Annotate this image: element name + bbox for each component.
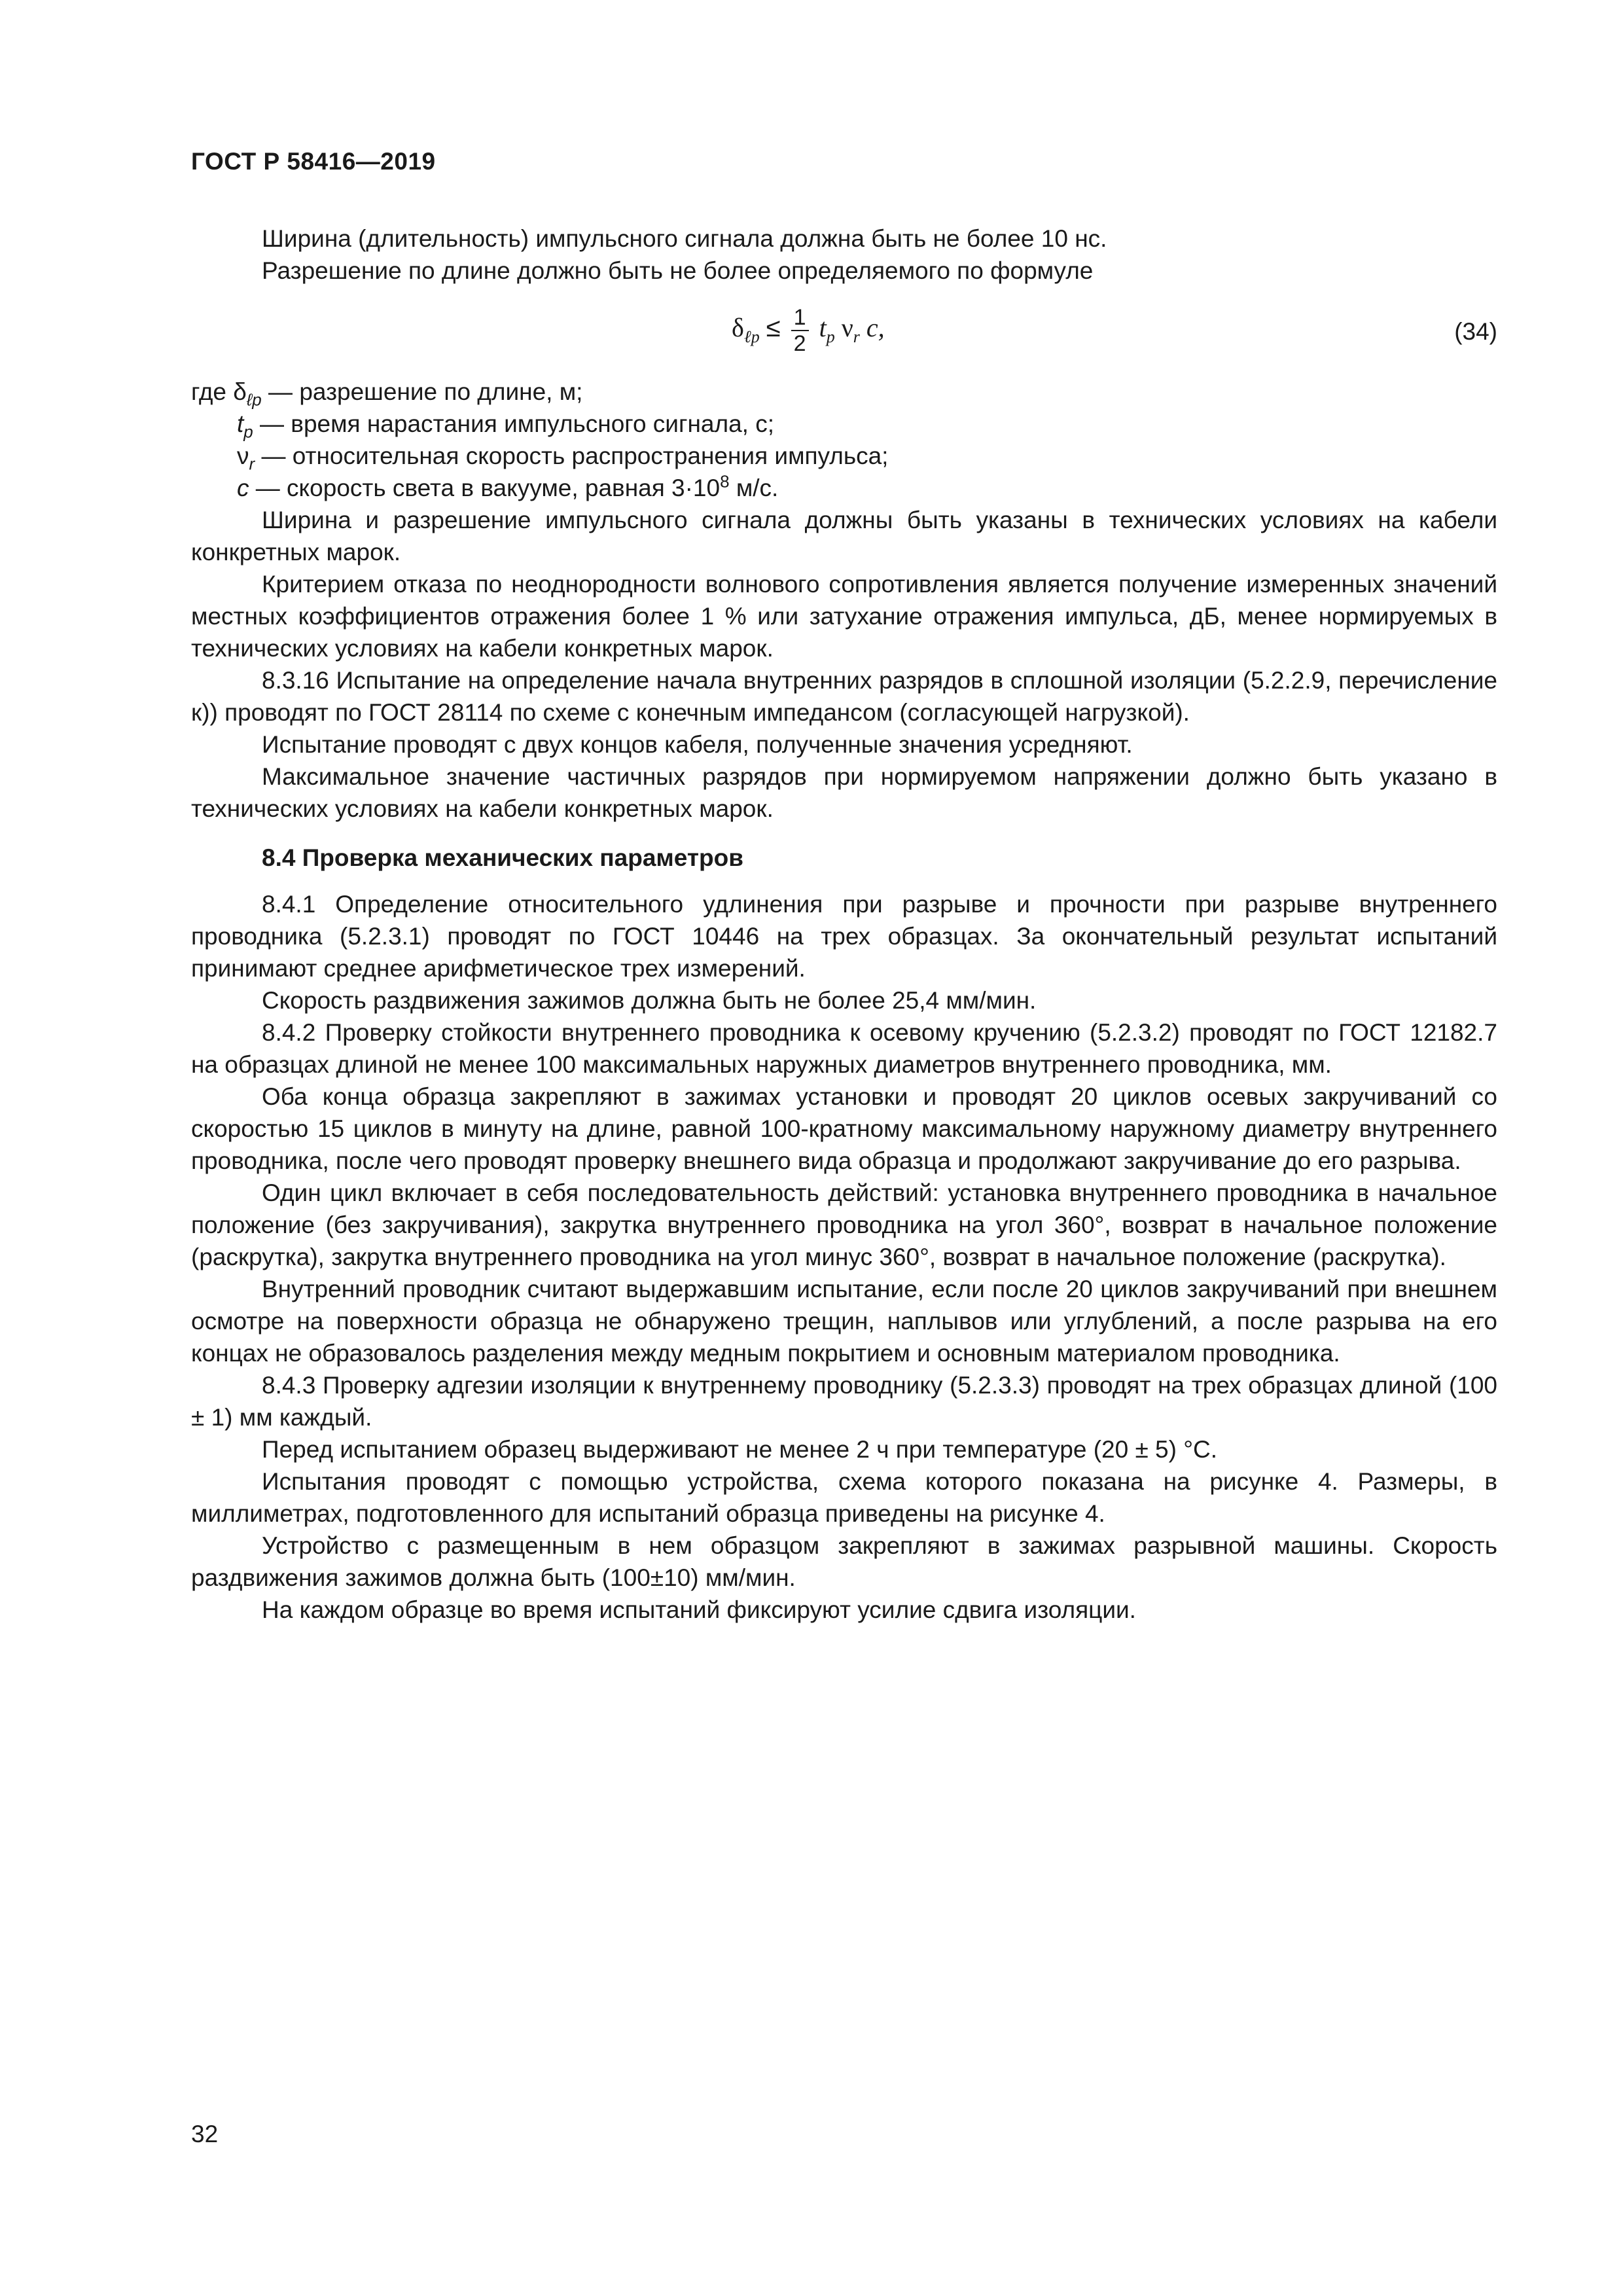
formula-v: ν: [841, 313, 853, 343]
page-body: [191, 223, 1497, 1626]
formula-t: t: [819, 313, 827, 343]
formula-block: [191, 289, 1497, 376]
paragraph: 8.4.1 Определение относительного удлинения при разрыве и прочности при разрыве внутреннего проводника (5.2.3.1) проводят по ГОСТ 10446 на трех образцах. За окончательный результат испытаний принимают среднее арифметическое трех измерений.: [191, 891, 1497, 982]
paragraph: Оба конца образца закрепляют в зажимах установки и проводят 20 циклов осевых закручиваний со скоростью 15 циклов в минуту на длине, равной 100-кратному максимальному наружному диаметру внутреннего проводника, после чего проводят проверку внешнего вида образца и продолжают закручивание до его разрыва.: [191, 1083, 1497, 1174]
paragraph: 8.3.16 Испытание на определение начала внутренних разрядов в сплошной изоляции (5.2.2.9, перечисление к)) проводят по ГОСТ 28114 по схеме с конечным импедансом (согласующей нагрузкой).: [191, 667, 1497, 726]
paragraph: Испытания проводят с помощью устройства, схема которого показана на рисунке 4. Размеры, в миллиметрах, подготовленного для испытаний образца приведены на рисунке 4.: [191, 1468, 1497, 1527]
definition-line: [191, 472, 1497, 504]
definition-text: — разрешение по длине, м;: [261, 378, 583, 405]
paragraph: Разрешение по длине должно быть не более определяемого по формуле: [262, 257, 1094, 284]
definition-symbol: ν: [237, 442, 249, 469]
definition-superscript: 8: [720, 471, 730, 492]
definition-line: [191, 376, 1497, 408]
definition-subscript: ℓp: [246, 389, 262, 410]
formula-t-sub: p: [826, 327, 835, 347]
definition-text: — время нарастания импульсного сигнала, с;: [253, 410, 774, 437]
formula-v-sub: r: [853, 327, 860, 347]
equation-number: (34): [1454, 318, 1497, 345]
paragraph: Один цикл включает в себя последовательность действий: установка внутреннего проводника в начальное положение (без закручивания), закрутка внутреннего проводника на угол 360°, возврат в начальное положение (раскрутка), закрутка внутреннего проводника на угол минус 360°, возврат в начальное положение (раскрутка).: [191, 1179, 1497, 1270]
formula-fraction: [791, 305, 809, 356]
paragraph: Ширина (длительность) импульсного сигнала должна быть не более 10 нс.: [262, 225, 1107, 252]
paragraph: Ширина и разрешение импульсного сигнала должны быть указаны в технических условиях на кабели конкретных марок.: [191, 507, 1497, 565]
document-header: ГОСТ Р 58416—2019: [191, 148, 436, 175]
paragraph: Максимальное значение частичных разрядов при нормируемом напряжении должно быть указано в технических условиях на кабели конкретных марок.: [191, 763, 1497, 822]
paragraph: Критерием отказа по неоднородности волнового сопротивления является получение измеренных значений местных коэффициентов отражения более 1 % или затухание отражения импульса, дБ, менее нормируемых в технических условиях на кабели конкретных марок.: [191, 571, 1497, 662]
definition-subscript: p: [243, 422, 253, 442]
definition-line: [191, 440, 1497, 472]
formula-lhs: δ: [732, 313, 744, 343]
definition-symbol: c: [237, 475, 249, 501]
formula-relation: ≤: [766, 314, 781, 343]
formula-expression: [732, 305, 885, 356]
definition-text: — скорость света в вакууме, равная 3·10: [249, 475, 721, 501]
page-number: 32: [191, 2121, 219, 2147]
definition-unit: м/с.: [729, 475, 779, 501]
definition-symbol: t: [237, 410, 244, 437]
definition-subscript: r: [249, 454, 255, 474]
paragraph: 8.4.2 Проверку стойкости внутреннего проводника к осевому кручению (5.2.3.2) проводят по ГОСТ 12182.7 на образцах длиной не менее 100 максимальных наружных диаметров внутреннего проводника, мм.: [191, 1019, 1497, 1078]
formula-lhs-sub: ℓp: [743, 327, 760, 347]
paragraph: 8.4.3 Проверку адгезии изоляции к внутреннему проводнику (5.2.3.3) проводят на трех образцах длиной (100 ± 1) мм каждый.: [191, 1372, 1497, 1431]
section-heading: 8.4 Проверка механических параметров: [262, 844, 743, 871]
paragraph: Устройство с размещенным в нем образцом закрепляют в зажимах разрывной машины. Скорость раздвижения зажимов должна быть (100±10) мм/мин.: [191, 1532, 1497, 1591]
paragraph: Испытание проводят с двух концов кабеля, полученные значения усредняют.: [262, 731, 1133, 758]
fraction-denominator: 2: [793, 331, 806, 356]
definition-symbol: где δ: [191, 378, 247, 405]
fraction-numerator: 1: [791, 305, 809, 331]
definition-text: — относительная скорость распространения импульса;: [255, 442, 889, 469]
paragraph: На каждом образце во время испытаний фиксируют усилие сдвига изоляции.: [262, 1596, 1136, 1623]
definition-line: [191, 408, 1497, 440]
paragraph: Скорость раздвижения зажимов должна быть не более 25,4 мм/мин.: [262, 987, 1037, 1014]
formula-c: c,: [866, 313, 885, 343]
paragraph: Перед испытанием образец выдерживают не менее 2 ч при температуре (20 ± 5) °С.: [262, 1436, 1218, 1463]
paragraph: Внутренний проводник считают выдержавшим испытание, если после 20 циклов закручиваний при внешнем осмотре на поверхности образца не обнаружено трещин, наплывов или углублений, а после разрыва на его концах не образовалось разделения между медным покрытием и основным материалом проводника.: [191, 1276, 1497, 1367]
